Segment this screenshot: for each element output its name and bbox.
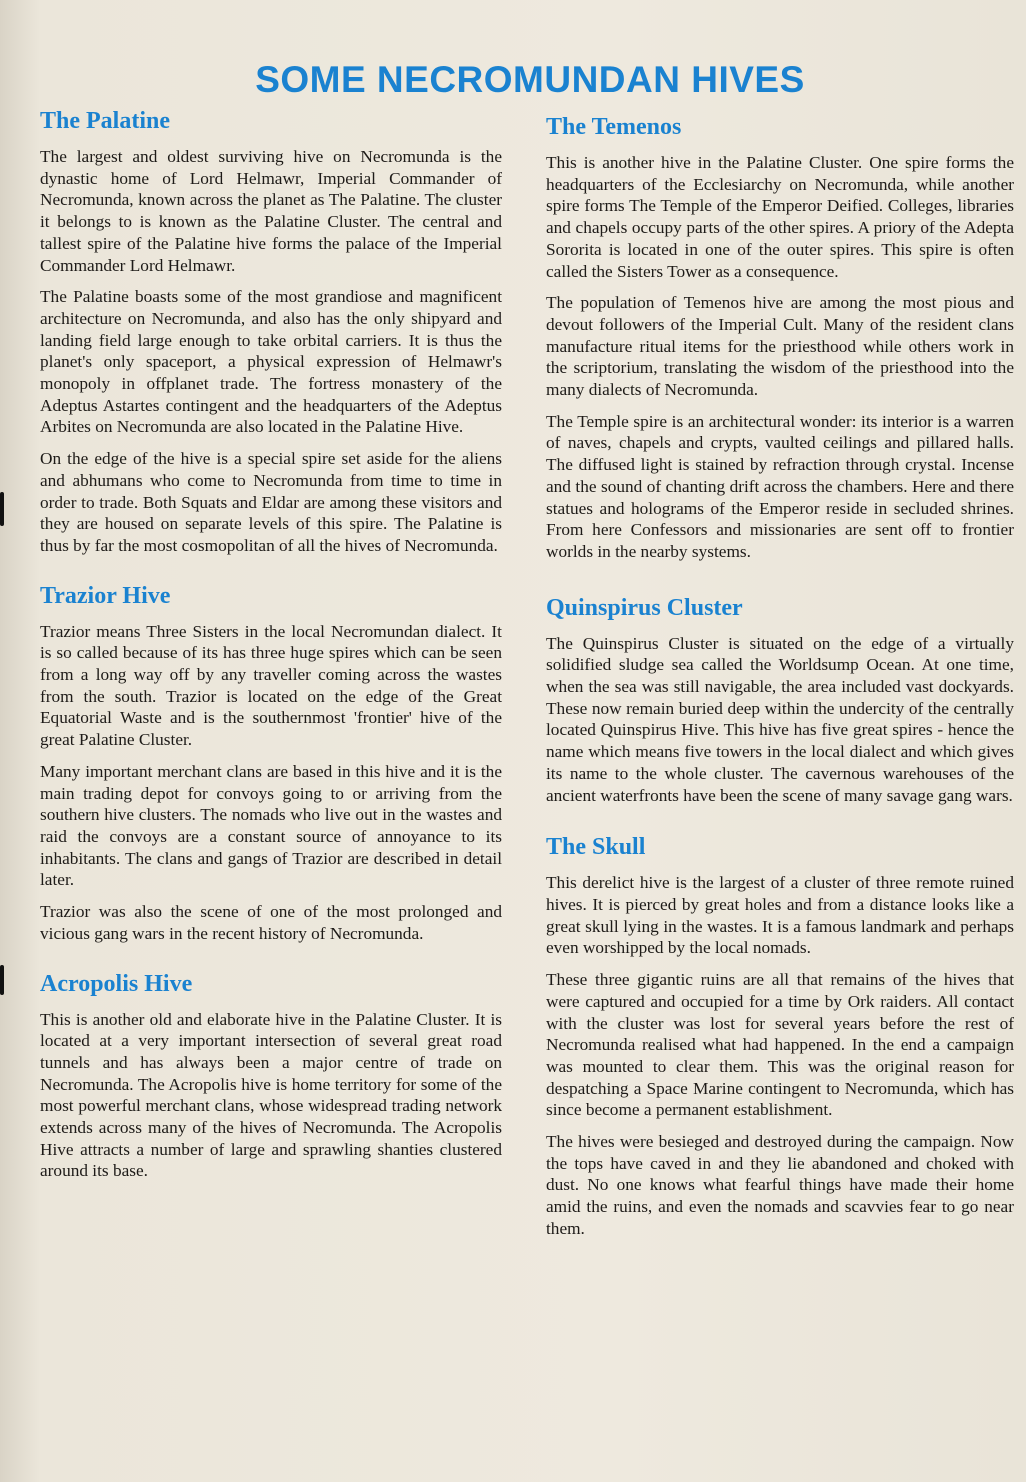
paragraph: The largest and oldest surviving hive on Necromunda is the dynastic home of Lord Helmawr, Imperial Commander of Necromunda, known across the planet as The Palatine. The cluster it belongs to is known as the Palatine Cluster. The central and tallest spire of the Palatine hive forms the palace of the Imperial Commander Lord Helmawr.	[40, 147, 502, 275]
binding-mark	[0, 965, 4, 995]
paragraph: The Temple spire is an architectural wonder: its interior is a warren of naves, chapels and crypts, vaulted ceilings and pillared halls. The diffused light is stained by refraction through crystal. Incense and the sound of chanting drift across the chambers. Here and there statues and holograms of the Emperor reside in secluded shrines. From here Confessors and missionaries are sent off to frontier worlds in the nearby systems.	[546, 411, 1014, 561]
paragraph: Trazior means Three Sisters in the local Necromundan dialect. It is so called because of its has three huge spires which can be seen from a long way off by any traveller coming across the wastes from the south. Trazior is located on the edge of the Great Equatorial Waste and is the southernmost 'frontier' hive of the great Palatine Cluster.	[40, 621, 502, 750]
section-heading: Acropolis Hive	[40, 970, 193, 997]
right-column	[532, 112, 1014, 1250]
section-the-temenos	[532, 112, 1014, 563]
paragraph: On the edge of the hive is a special spire set aside for the aliens and abhumans who come to Necromunda from time to time in order to trade. Both Squats and Eldar are among these visitors and they are housed on separate levels of this spire. The Palatine is thus by far the most cosmopolitan of all the hives of Necromunda.	[40, 449, 502, 555]
paragraph: The population of Temenos hive are among the most pious and devout followers of the Imperial Cult. Many of the resident clans manufacture ritual items for the priesthood while others work in the scriptorium, translating the wisdom of the priesthood into the many dialects of Necromunda.	[546, 293, 1014, 400]
section-acropolis-hive	[28, 969, 502, 1183]
section-heading: The Temenos	[546, 114, 682, 140]
paragraph: This derelict hive is the largest of a cluster of three remote ruined hives. It is pierced by great holes and from a distance looks like a great skull lying in the wastes. It is a famous landmark and perhaps even worshipped by the local nomads.	[546, 873, 1014, 958]
paragraph: The Quinspirus Cluster is situated on the edge of a virtually solidified sludge sea called the Worldsump Ocean. At one time, when the sea was still navigable, the area included vast dockyards. These now remain buried deep within the undercity of the centrally located Quinspirus Hive. This hive has five great spires - hence the name which means five towers in the local dialect and which gives its name to the whole cluster. The cavernous warehouses of the ancient waterfronts have been the scene of many savage gang wars.	[546, 633, 1014, 805]
paragraph: The Palatine boasts some of the most grandiose and magnificent architecture on Necromunda, and also has the only shipyard and landing field large enough to take orbital carriers. It is thus the planet's only spaceport, a physical expression of Helmawr's monopoly in offplanet trade. The fortress monastery of the Adeptus Astartes contingent and the headquarters of the Adeptus Arbites on Necromunda are also located in the Palatine Hive.	[40, 287, 502, 437]
paragraph: This is another hive in the Palatine Cluster. One spire forms the headquarters of the Ecclesiarchy on Necromunda, while another spire forms The Temple of the Emperor Deified. Colleges, libraries and chapels occupy parts of the other spires. A priory of the Adepta Sororita is located in one of the outer spires. This spire is often called the Sisters Tower as a consequence.	[546, 153, 1014, 281]
page-title: SOME NECROMUNDAN HIVES	[255, 58, 805, 100]
section-quinspirus-cluster	[532, 593, 1014, 807]
paragraph: Many important merchant clans are based in this hive and it is the main trading depot for convoys going to or arriving from the southern hive clusters. The nomads who live out in the wastes and raid the convoys are a constant source of annoyance to its inhabitants. The clans and gangs of Trazior are described in detail later.	[40, 761, 502, 890]
paragraph: This is another old and elaborate hive in the Palatine Cluster. It is located at a very important intersection of several great road tunnels and has always been a major centre of trade on Necromunda. The Acropolis hive is home territory for some of the most powerful merchant clans, whose widespread trading network extends across many of the hives of Necromunda. The Acropolis Hive attracts a number of large and sprawling shanties clustered around its base.	[40, 1009, 502, 1181]
section-heading: Trazior Hive	[40, 582, 171, 609]
section-trazior-hive	[28, 581, 502, 945]
section-heading: The Palatine	[40, 108, 170, 134]
paragraph: These three gigantic ruins are all that remains of the hives that were captured and occupied for a time by Ork raiders. All contact with the cluster was lost for several years before the rest of Necromunda realised what had happened. In the end a campaign was mounted to clear them. This was the original reason for despatching a Space Marine contingent to Necromunda, which has since become a permanent establishment.	[546, 970, 1014, 1120]
section-heading: The Skull	[546, 834, 646, 861]
left-column	[28, 106, 502, 1192]
paragraph: Trazior was also the scene of one of the most prolonged and vicious gang wars in the recent history of Necromunda.	[40, 902, 502, 943]
paragraph: The hives were besieged and destroyed during the campaign. Now the tops have caved in and they lie abandoned and choked with dust. No one knows what fearful things have made their home amid the ruins, and even the nomads and scavvies fear to go near them.	[546, 1132, 1014, 1238]
section-the-palatine	[28, 106, 502, 557]
section-the-skull	[532, 832, 1014, 1239]
binding-mark	[0, 492, 4, 526]
section-heading: Quinspirus Cluster	[546, 594, 743, 621]
